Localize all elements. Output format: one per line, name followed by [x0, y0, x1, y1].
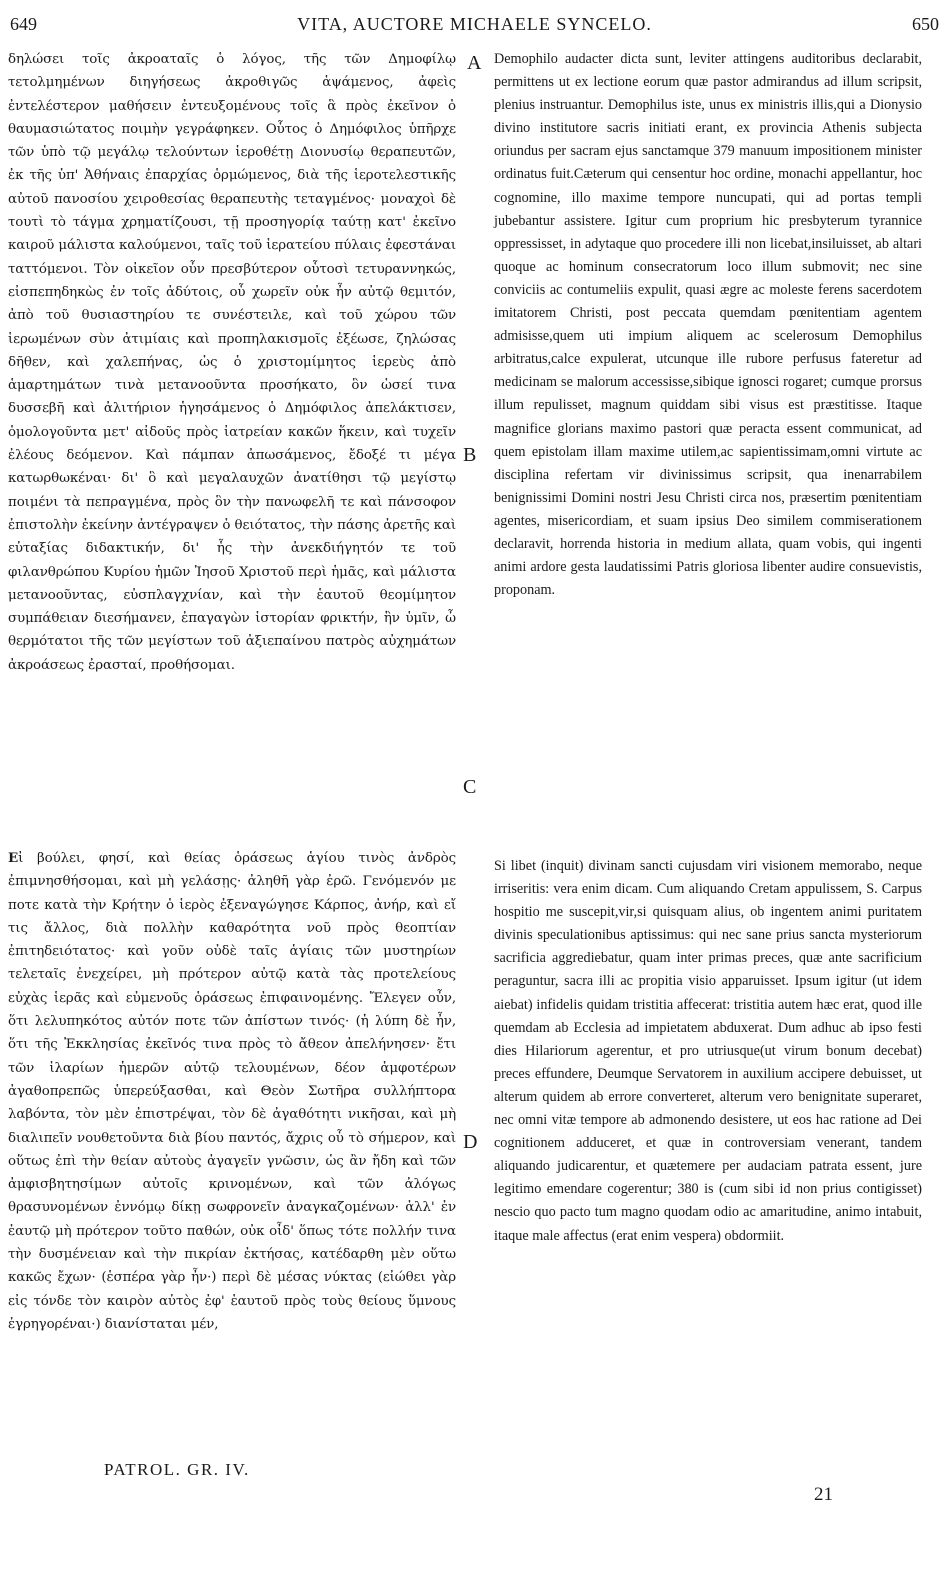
running-head [10, 14, 939, 40]
margin-marker-c: C [463, 776, 477, 798]
greek-column-section-2 [8, 847, 456, 1336]
latin-paragraph-1: Demophilo audacter dicta sunt, leviter attingens auditoribus declarabit, permittens ut ex lectione eorum quæ pastor admirandus ad illum scripsit, plenius instruantur. Demophilus iste, unus ex ministris illis,qui a Dionysio divino institutore sacris initiati erant, ex provincia Athenis subjecta oriundus per sacram ejus sanctamque 379 manuum impositionem minister ordinatus fuit.Cæterum qui censentur hoc ordine, monachi appellantur, hoc cognomine, illo maxime tempore nuncupati, qui ad portas templi jubebantur assistere. Igitur cum proprium hic presbyterum tyrannice oppressisset, in adytaque quo procedere illi non licebat,insiluisset, ab altari quoque ac hominum consecratorum loco illum submovit; nec sine conviciis ac contumeliis expulit, quasi ægre ac moleste ferens sacerdotem imitatorem Christi, post peccata quemdam pœnitentiam agentem admisisse,quem uti impium aliquem ac scelerosum Demophilus arbitratus,calce expulerat, utcunque ille rubore perfusus fateretur ad medicinam se malorum accessisse,sibique ignosci rogaret; cumque prorsus illum repulisset, magnum quiddam sibi visus est præstitisse. Itaque magnifice glorians maximo pastori quæ peracta essent communicat, ad quem epistolam illam maxime utilem,ac sapientissimam,omni virtute ac disciplina refertam vir divinissimus scripsit, qua inenarrabilem benignissimi Domini nostri Jesu Christi circa nos, præsertim pœnitentiam agentes, misericordiam, et suam ipsius Deo similem commiserationem declaravit, horrenda historia in medium allata, quam vobis, qui ingenti animi ardore gesta laudatissimi Patris gloriosa libenter audire consuevistis, proponam. [494, 51, 922, 599]
footer-signature: PATROL. GR. IV. [104, 1460, 250, 1479]
running-title: VITA, AUCTORE MICHAELE SYNCELO. [297, 14, 652, 34]
latin-column-section-2 [494, 855, 922, 1248]
greek-column-section-1 [8, 48, 456, 677]
margin-marker-a: A [467, 52, 482, 74]
greek-paragraph-1: δηλώσει τοῖς ἀκροαταῖς ὁ λόγος, τῆς τῶν Δημοφίλῳ τετολμημένων διηγήσεως ἀκροθιγῶς ἁψάμενος, ἀφεὶς ἐντελέστερον μαθήσειν ἐντευξομένους τοῖς ἃ πρὸς ἐκεῖνον ὁ θαυμασιώτατος ποιμὴν γεγράφηκεν. Οὗτος ὁ Δημόφιλος ὑπῆρχε τῶν ὑπὸ τῷ μεγάλῳ τελούντων ἱεροθέτῃ Διονυσίῳ θεραπευτῶν, ἐκ τῆς ὑπ' Ἀθήναις ἐπαρχίας ὁρμώμενος, διὰ τῆς ἱεροτελεστικῆς αὐτοῦ πανοσίου χειροθεσίας θεραπευτὴς τεταγμένος· μοναχοὶ δὲ τουτὶ τὸ τάγμα χρηματίζουσι, τῇ προσηγορίᾳ ταύτῃ κατ' ἐκεῖνο καιροῦ μάλιστα καλούμενοι, ταῖς τοῦ ἱερατείου πύλαις ἐφεστάναι ταττόμενοι. Τὸν οἰκεῖον οὖν πρεσβύτερον οὗτοσὶ τετυραννηκώς, εἰσπεπηδηκὼς ἐν τοῖς ἀδύτοις, οὗ χωρεῖν οὐκ ἦν αὐτῷ θεμιτόν, ἀπὸ τοῦ θυσιαστηρίου τε συνέστειλε, καὶ τοῦ χώρου τῶν ἱερωμένων σὺν ἀτιμίαις καὶ προπηλακισμοῖς ἐξέωσε, ζηλώσας δῆθεν, καὶ χαλεπήνας, ὡς ὁ χριστομίμητος ἱερεὺς ἀπὸ ἁμαρτημάτων τινὰ μετανοοῦντα προσήκατο, ὃν ὡσεί τινα δυσσεβῆ καὶ ἀλιτήριον ἡγησάμενος ὁ Δημόφιλος ἀπελάκτισεν, ὁμολογοῦντα μετ' αἰδοῦς πρὸς ἰατρείαν κακῶν ἥκειν, καὶ τυχεῖν ἐλέους δεόμενον. Καὶ πάμπαν ἀπωσάμενος, ἔδοξέ τι μέγα κατωρθωκέναι· δι' ὃ καὶ μεγαλαυχῶν ἀνατίθησι τῷ μεγίστῳ ποιμένι τὰ πεπραγμένα, πρὸς ὃν τὴν πανωφελῆ τε καὶ πάνσοφον ἐπιστολὴν ἐκείνην ἀντέγραψεν ὁ θειότατος, τὴν πάσης ἀρετῆς καὶ εὐταξίας διδακτικήν, δι' ἧς τὴν ἀνεκδιήγητόν τε τοῦ φιλανθρώπου Κυρίου ἡμῶν Ἰησοῦ Χριστοῦ περὶ ἡμᾶς, καὶ μάλιστα μετανοοῦντας, εὐσπλαγχνίαν, καὶ τὴν ἑαυτοῦ θεομίμητον συμπάθειαν διεσήμανεν, ἐπαγαγὼν ἱστορίαν φρικτήν, ἣν ὑμῖν, ὦ θερμότατοι τῆς τῶν μεγίστων τοῦ ἀξιεπαίνου πατρὸς αὐχημάτων ἀκροάσεως ἐρασταί, προθήσομαι. [8, 52, 456, 673]
footer-sheet-number: 21 [814, 1484, 833, 1505]
left-page-number: 649 [10, 14, 37, 34]
latin-column-section-1 [494, 48, 922, 602]
greek-paragraph-2: Εἰ βούλει, φησί, καὶ θείας ὁράσεως ἁγίου τινὸς ἀνδρὸς ἐπιμνησθήσομαι, καὶ μὴ γελάσῃς· ἀληθῆ γὰρ ἐρῶ. Γενόμενόν με ποτε κατὰ τὴν Κρήτην ὁ ἱερὸς ἐξεναγώγησε Κάρπος, ἀνήρ, καὶ εἴ τις ἄλλος, διὰ πολλὴν καθαρότητα νοῦ πρὸς θεοπτίαν ἐπιτηδειότατος· καὶ γοῦν οὐδὲ ταῖς ἁγίαις τῶν μυστηρίων τελεταῖς ἐνεχείρει, μὴ πρότερον αὐτῷ κατὰ τὰς προτελείους εὐχὰς ἱερᾶς καὶ εὐμενοῦς ὁράσεως ἐπιφαινομένης. Ἔλεγεν οὖν, ὅτι λελυπηκότος αὐτόν ποτε τῶν ἀπίστων τινός· (ἡ λύπη δὲ ἦν, ὅτι τῆς Ἐκκλησίας ἐκεῖνός τινα πρὸς τὸ ἄθεον ἀπελήνησεν· ἔτι τῶν ἱλαρίων ἡμερῶν αὐτῷ τελουμένων, δέον ἀμφοτέρων ἀγαθοπρεπῶς ὑπερεύξασθαι, καὶ Θεὸν Σωτῆρα συλλήπτορα λαβόντα, τὸν μὲν ἐπιστρέψαι, τὸν δὲ ἀγαθότητι νικῆσαι, καὶ μὴ διαλιπεῖν νουθετοῦντα διὰ βίου παντός, ἄχρις οὗ τὸ σήμερον, καὶ οὕτως ἐπὶ τὴν θείαν αὐτοὺς ἀγαγεῖν γνῶσιν, ὡς ἂν ἤδη καὶ τῶν ἀμφισβητησίμων αὐτοῖς κρινομένων, καὶ τῶν ἀλόγως θρασυνομένων ἐννόμῳ δίκῃ σωφρονεῖν ἀναγκαζομένων· ἀλλ' ἐν ἑαυτῷ μὴ πρότερον τοῦτο παθών, οὐκ οἶδ' ὅπως τότε πολλήν τινα τὴν δυσμένειαν καὶ τὴν πικρίαν ἐκτήσας, κατέδαρθη μὲν οὕτω κακῶς ἔχων· (ἑσπέρα γὰρ ἦν·) περὶ δὲ μέσας νύκτας (εἰώθει γὰρ εἰς τόνδε τὸν καιρὸν αὐτὸς ἐφ' ἑαυτοῦ πρὸς τοὺς θείους ὕμνους ἐγρηγορέναι·) διανίσταται μέν, [8, 850, 456, 1332]
right-page-number: 650 [912, 14, 939, 34]
margin-marker-d: D [463, 1131, 478, 1153]
latin-paragraph-2: Si libet (inquit) divinam sancti cujusdam viri visionem memorabo, neque irriseritis: vera enim dicam. Cum aliquando Cretam appulissem, S. Carpus hospitio me suscepit,vir,si quisquam alius, ob ingentem animi puritatem divinis speculationibus aptissimus: qui nec sane prius sancta mysteriorum sacrificia aggrediebatur, quam inter primas preces, quæ ante sacrificium peraguntur, sacra illi ac propitia visio apparuisset. Ipsum igitur (ut idem aiebat) infidelis quidam tristitia affecerat: tristitia autem hæc erat, quod ille quemdam ab Ecclesia ad impietatem abduxerat. Dum adhuc ab ipso festi dies Hilariorum agerentur, et pro utriusque(ut virum bonum decebat) preces effundere, Deumque Servatorem in auxilium accipere debuisset, ut alterum quidem ab errore converteret, alterum vero benignitate superaret, nec omni vitæ tempore ab admonendo desistere, ut eos hac ratione ad Dei cognitionem adduceret, et quæ in controversiam venerant, tandem aliquando judicarentur, et quætemere per audaciam patrata essent, jure legitimo emendare cogerentur; 380 is (cum sibi id non prius contigisset) nescio quo pacto tum magno quodam odio ac amaritudine, animo intabuit, itaque male affectus (erat enim vespera) obdormiit. [494, 858, 922, 1244]
margin-marker-b: B [463, 444, 477, 466]
